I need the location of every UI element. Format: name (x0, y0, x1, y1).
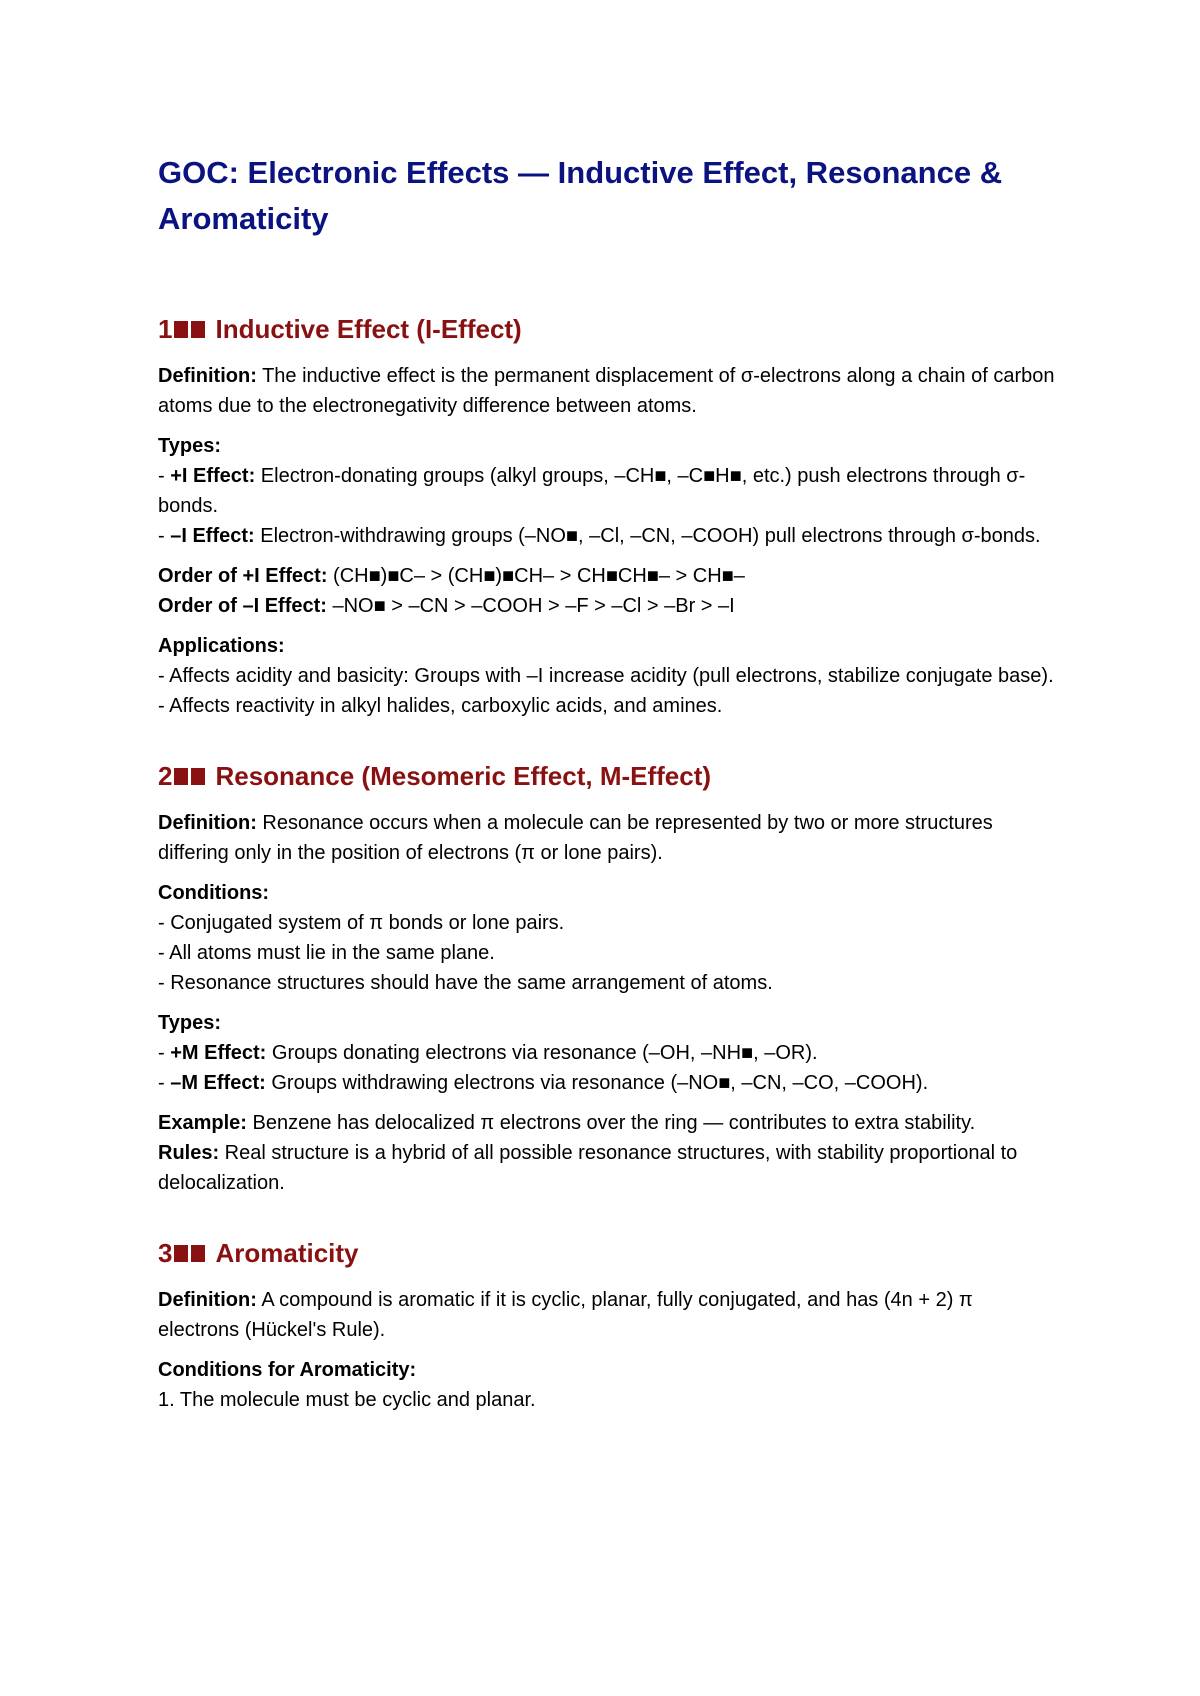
definition-label: Definition: (158, 812, 257, 834)
definition-text: A compound is aromatic if it is cyclic, planar, fully conjugated, and has (4n + 2) π electrons (Hückel's Rule). (158, 1289, 973, 1341)
square-glyph-icon (174, 768, 188, 785)
applications-label: Applications: (158, 635, 285, 657)
types-label: Types: (158, 435, 221, 457)
order-line: Order of +I Effect: (CH■)■C– > (CH■)■CH– > CH■CH■– > CH■– (158, 565, 745, 587)
section-number: 3 (158, 1238, 173, 1268)
example-line: Example: Benzene has delocalized π electrons over the ring — contributes to extra stability. (158, 1112, 976, 1134)
section-heading (158, 1236, 1058, 1270)
orders-paragraph (158, 561, 1058, 621)
list-item: - +I Effect: Electron-donating groups (alkyl groups, –CH■, –C■H■, etc.) push electrons through σ-bonds. (158, 465, 1026, 517)
list-item: - Affects acidity and basicity: Groups with –I increase acidity (pull electrons, stabilize conjugate base). (158, 665, 1054, 687)
section-heading (158, 312, 1058, 346)
square-glyph-icon (191, 321, 205, 338)
section-heading (158, 759, 1058, 793)
section-aromaticity (158, 1236, 1058, 1415)
conditions-paragraph (158, 1355, 1058, 1415)
types-paragraph (158, 1008, 1058, 1098)
document-page (158, 150, 1058, 1415)
definition-paragraph (158, 1285, 1058, 1345)
definition-paragraph (158, 361, 1058, 421)
section-resonance (158, 759, 1058, 1198)
order-line: Order of –I Effect: –NO■ > –CN > –COOH > –F > –Cl > –Br > –I (158, 595, 735, 617)
types-label: Types: (158, 1012, 221, 1034)
conditions-label: Conditions: (158, 882, 270, 904)
types-paragraph (158, 431, 1058, 551)
list-item: - –M Effect: Groups withdrawing electrons via resonance (–NO■, –CN, –CO, –COOH). (158, 1072, 929, 1094)
square-glyph-icon (174, 321, 188, 338)
section-heading-text: Inductive Effect (I-Effect) (215, 314, 522, 344)
list-item: 1. The molecule must be cyclic and planar. (158, 1389, 536, 1411)
definition-label: Definition: (158, 1289, 257, 1311)
section-heading-text: Aromaticity (215, 1238, 359, 1268)
rules-line: Rules: Real structure is a hybrid of all possible resonance structures, with stability proportional to delocalization. (158, 1142, 1018, 1194)
square-glyph-icon (191, 768, 205, 785)
definition-paragraph (158, 808, 1058, 868)
list-item: - +M Effect: Groups donating electrons via resonance (–OH, –NH■, –OR). (158, 1042, 818, 1064)
section-number: 2 (158, 761, 173, 791)
list-item: - –I Effect: Electron-withdrawing groups (–NO■, –Cl, –CN, –COOH) pull electrons through σ-bonds. (158, 525, 1041, 547)
definition-text: The inductive effect is the permanent displacement of σ-electrons along a chain of carbon atoms due to the electronegativity difference between atoms. (158, 365, 1055, 417)
square-glyph-icon (191, 1245, 205, 1262)
conditions-label: Conditions for Aromaticity: (158, 1359, 417, 1381)
section-number: 1 (158, 314, 173, 344)
list-item: - Resonance structures should have the same arrangement of atoms. (158, 972, 773, 994)
document-title: GOC: Electronic Effects — Inductive Effect, Resonance & Aromaticity (158, 155, 1003, 236)
square-glyph-icon (174, 1245, 188, 1262)
definition-label: Definition: (158, 365, 257, 387)
list-item: - Affects reactivity in alkyl halides, carboxylic acids, and amines. (158, 695, 723, 717)
example-rules-paragraph (158, 1108, 1058, 1198)
applications-paragraph (158, 631, 1058, 721)
section-heading-text: Resonance (Mesomeric Effect, M-Effect) (215, 761, 712, 791)
conditions-paragraph (158, 878, 1058, 998)
list-item: - Conjugated system of π bonds or lone pairs. (158, 912, 565, 934)
list-item: - All atoms must lie in the same plane. (158, 942, 495, 964)
definition-text: Resonance occurs when a molecule can be represented by two or more structures differing only in the position of electrons (π or lone pairs). (158, 812, 993, 864)
section-inductive-effect (158, 312, 1058, 721)
